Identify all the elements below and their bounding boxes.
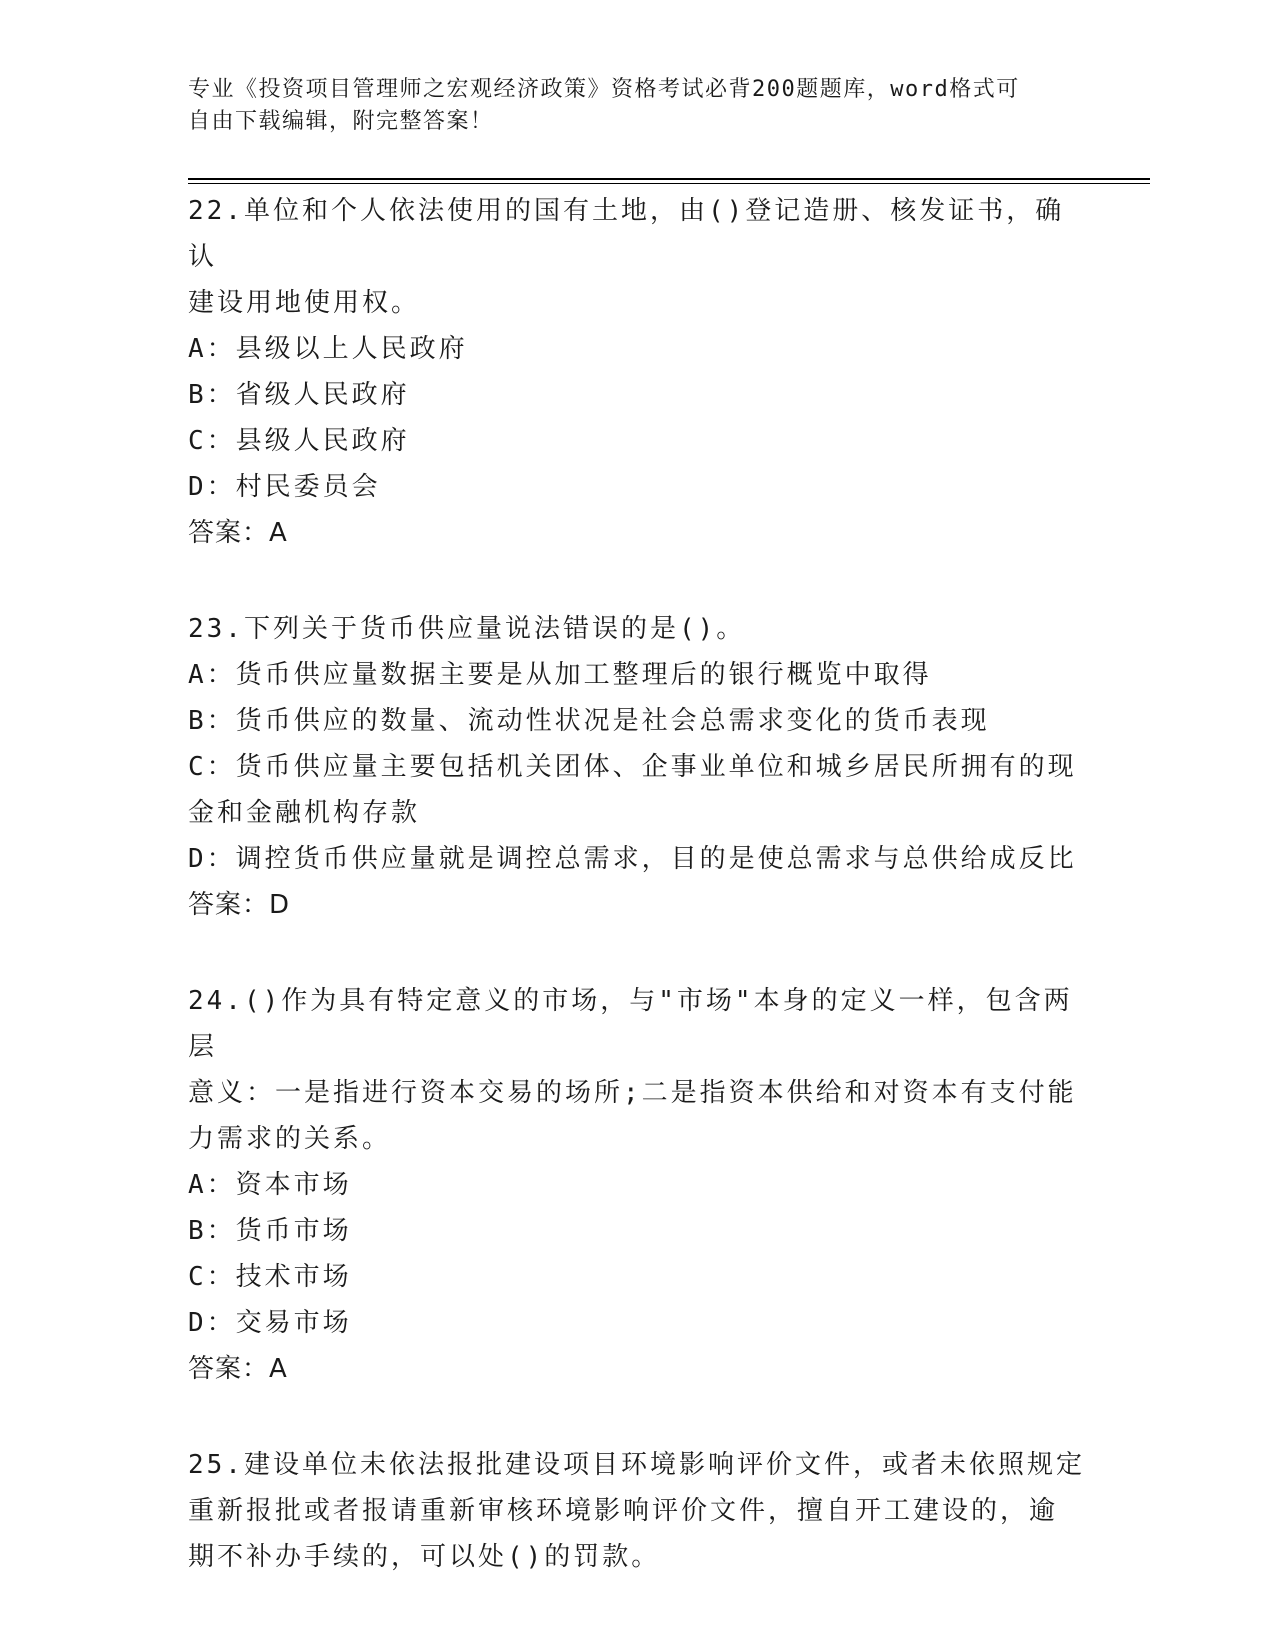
question-23 — [188, 606, 1088, 928]
question-stem-line: 25.建设单位未依法报批建设项目环境影响评价文件，或者未依照规定 — [188, 1450, 1085, 1480]
answer-line: 答案：D — [188, 890, 291, 920]
answer-line: 答案：A — [188, 518, 288, 548]
option-a: A：货币供应量数据主要是从加工整理后的银行概览中取得 — [188, 660, 932, 690]
option-d: D：交易市场 — [188, 1308, 352, 1338]
question-stem-line: 建设用地使用权。 — [188, 288, 421, 318]
question-22 — [188, 188, 1088, 556]
question-stem-line: 23.下列关于货币供应量说法错误的是()。 — [188, 614, 746, 644]
header-divider-thin — [188, 183, 1150, 184]
option-a: A：县级以上人民政府 — [188, 334, 468, 364]
option-c: C：货币供应量主要包括机关团体、企事业单位和城乡居民所拥有的现 — [188, 752, 1077, 782]
option-c: C：县级人民政府 — [188, 426, 410, 456]
question-24 — [188, 978, 1088, 1392]
option-c: C：技术市场 — [188, 1262, 352, 1292]
question-stem-line: 24.()作为具有特定意义的市场，与"市场"本身的定义一样，包含两层 — [188, 986, 1073, 1062]
header-divider-thick — [188, 178, 1150, 180]
option-d: D：村民委员会 — [188, 472, 381, 502]
option-b: B：省级人民政府 — [188, 380, 410, 410]
question-stem-line: 重新报批或者报请重新审核环境影响评价文件，擅自开工建设的，逾 — [188, 1496, 1059, 1526]
question-25 — [188, 1442, 1088, 1580]
option-a: A：资本市场 — [188, 1170, 352, 1200]
option-c-continued: 金和金融机构存款 — [188, 798, 421, 828]
option-b: B：货币市场 — [188, 1216, 352, 1246]
question-stem-line: 22.单位和个人依法使用的国有土地，由()登记造册、核发证书，确认 — [188, 196, 1065, 272]
header-line-2: 自由下载编辑，附完整答案！ — [188, 109, 494, 134]
option-d: D：调控货币供应量就是调控总需求，目的是使总需求与总供给成反比 — [188, 844, 1077, 874]
question-list — [188, 188, 1088, 1630]
header-line-1: 专业《投资项目管理师之宏观经济政策》资格考试必背200题题库，word格式可 — [188, 77, 1020, 102]
option-b: B：货币供应的数量、流动性状况是社会总需求变化的货币表现 — [188, 706, 990, 736]
question-stem-line: 期不补办手续的，可以处()的罚款。 — [188, 1542, 661, 1572]
question-stem-line: 力需求的关系。 — [188, 1124, 392, 1154]
question-stem-line: 意义：一是指进行资本交易的场所;二是指资本供给和对资本有支付能 — [188, 1078, 1077, 1108]
document-header — [188, 74, 1068, 138]
answer-line: 答案：A — [188, 1354, 288, 1384]
